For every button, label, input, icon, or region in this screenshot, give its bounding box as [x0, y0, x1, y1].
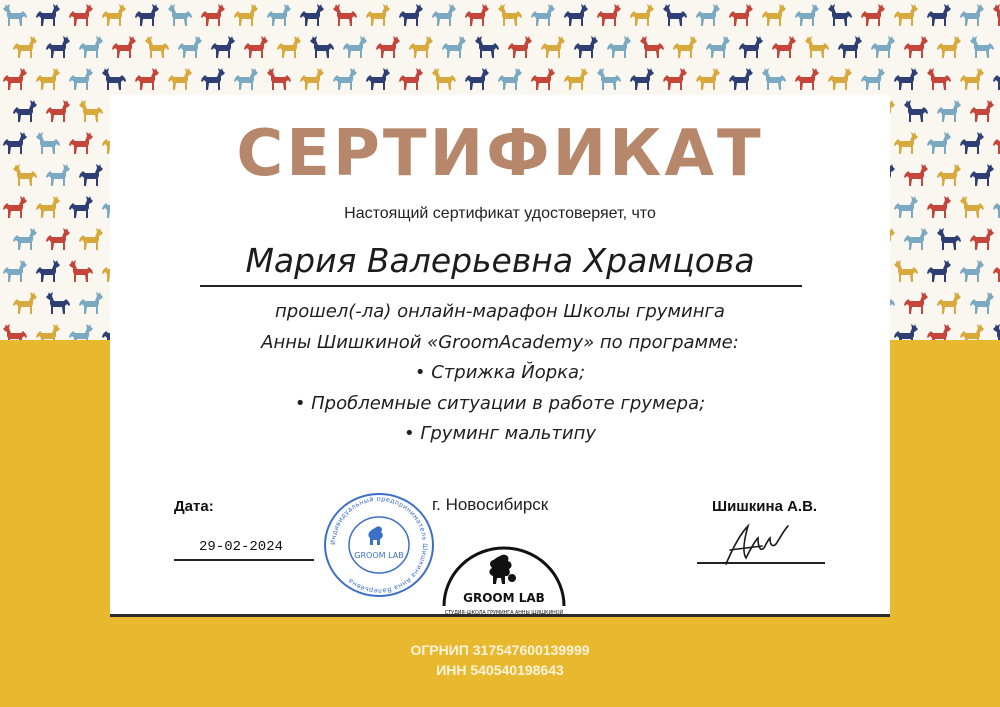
dog-silhouette-icon [79, 164, 103, 186]
dog-silhouette-icon [465, 68, 489, 90]
dog-silhouette-icon [970, 36, 994, 58]
dog-silhouette-icon [498, 68, 522, 90]
dog-silhouette-icon [36, 196, 60, 218]
dog-silhouette-icon [861, 68, 885, 90]
dog-silhouette-icon [69, 196, 93, 218]
dog-silhouette-icon [244, 36, 268, 58]
dog-silhouette-icon [904, 100, 928, 122]
dog-silhouette-icon [772, 36, 796, 58]
dog-silhouette-icon [79, 100, 103, 122]
dog-silhouette-icon [343, 36, 367, 58]
dog-silhouette-icon [904, 228, 928, 250]
dog-silhouette-icon [993, 132, 1000, 154]
dog-silhouette-icon [46, 292, 70, 314]
dog-silhouette-icon [234, 68, 258, 90]
dog-silhouette-icon [894, 260, 918, 282]
dog-silhouette-icon [640, 36, 664, 58]
dog-silhouette-icon [79, 36, 103, 58]
dog-silhouette-icon [904, 292, 928, 314]
dog-silhouette-icon [465, 4, 489, 26]
dog-silhouette-icon [937, 164, 961, 186]
logo-name: GROOM LAB [463, 591, 545, 605]
dog-silhouette-icon [498, 4, 522, 26]
dog-silhouette-icon [267, 68, 291, 90]
dog-silhouette-icon [135, 68, 159, 90]
dog-silhouette-icon [13, 228, 37, 250]
dog-silhouette-icon [46, 36, 70, 58]
dog-silhouette-icon [3, 132, 27, 154]
dog-silhouette-icon [937, 228, 961, 250]
certificate-subtitle: Настоящий сертификат удостоверяет, что [344, 205, 656, 222]
dog-silhouette-icon [861, 4, 885, 26]
dog-silhouette-icon [36, 68, 60, 90]
dog-silhouette-icon [574, 36, 598, 58]
dog-silhouette-icon [541, 36, 565, 58]
dog-silhouette-icon [46, 100, 70, 122]
dog-silhouette-icon [970, 292, 994, 314]
dog-silhouette-icon [36, 260, 60, 282]
dog-silhouette-icon [475, 36, 499, 58]
dog-silhouette-icon [904, 164, 928, 186]
dog-silhouette-icon [36, 324, 60, 340]
dog-silhouette-icon [762, 68, 786, 90]
dog-silhouette-icon [960, 132, 984, 154]
dog-silhouette-icon [696, 68, 720, 90]
dog-silhouette-icon [46, 228, 70, 250]
dog-silhouette-icon [828, 68, 852, 90]
name-underline [200, 285, 802, 287]
dog-silhouette-icon [805, 36, 829, 58]
dog-silhouette-icon [69, 260, 93, 282]
dog-silhouette-icon [993, 324, 1000, 340]
recipient-name: Мария Валерьевна Храмцова [245, 241, 755, 280]
dog-silhouette-icon [937, 36, 961, 58]
program-item: • Проблемные ситуации в работе грумера; [294, 392, 706, 414]
dog-silhouette-icon [630, 4, 654, 26]
dog-silhouette-icon [937, 100, 961, 122]
dog-silhouette-icon [894, 132, 918, 154]
program-item: • Груминг мальтипу [404, 423, 596, 444]
dog-silhouette-icon [663, 4, 687, 26]
dog-silhouette-icon [795, 4, 819, 26]
dog-silhouette-icon [993, 196, 1000, 218]
date-underline [174, 559, 314, 561]
dog-silhouette-icon [960, 324, 984, 340]
dog-silhouette-icon [970, 164, 994, 186]
dog-silhouette-icon [508, 36, 532, 58]
dog-silhouette-icon [13, 100, 37, 122]
stamp-text: Индивидуальный предприниматель Шишкина Анна Валерьевна [328, 494, 430, 596]
dog-silhouette-icon [432, 4, 456, 26]
dog-silhouette-icon [135, 4, 159, 26]
dog-silhouette-icon [112, 36, 136, 58]
city: г. Новосибирск [432, 495, 549, 514]
dog-silhouette-icon [673, 36, 697, 58]
dog-silhouette-icon [960, 68, 984, 90]
dog-silhouette-icon [399, 4, 423, 26]
footer [0, 640, 1000, 680]
dog-silhouette-icon [904, 36, 928, 58]
dog-silhouette-icon [168, 68, 192, 90]
dog-silhouette-icon [828, 4, 852, 26]
dog-silhouette-icon [46, 164, 70, 186]
dog-silhouette-icon [960, 4, 984, 26]
inn: ИНН 540540198643 [436, 662, 564, 678]
dog-silhouette-icon [69, 68, 93, 90]
dog-silhouette-icon [762, 4, 786, 26]
dog-silhouette-icon [937, 292, 961, 314]
dog-silhouette-icon [442, 36, 466, 58]
dog-silhouette-icon [970, 228, 994, 250]
dog-silhouette-icon [432, 68, 456, 90]
date-value: 29-02-2024 [199, 539, 284, 555]
dog-silhouette-icon [399, 68, 423, 90]
dog-silhouette-icon [3, 260, 27, 282]
signer-name: Шишкина А.В. [712, 498, 818, 515]
dog-silhouette-icon [894, 68, 918, 90]
dog-silhouette-icon [927, 68, 951, 90]
dog-silhouette-icon [300, 4, 324, 26]
dog-silhouette-icon [366, 4, 390, 26]
dog-silhouette-icon [894, 196, 918, 218]
dog-silhouette-icon [211, 36, 235, 58]
dog-silhouette-icon [69, 324, 93, 340]
dog-silhouette-icon [234, 4, 258, 26]
groom-lab-logo [440, 540, 568, 622]
dog-silhouette-icon [531, 68, 555, 90]
program-text [110, 297, 890, 450]
dog-silhouette-icon [696, 4, 720, 26]
dog-silhouette-icon [3, 68, 27, 90]
dog-silhouette-icon [960, 196, 984, 218]
dog-silhouette-icon [310, 36, 334, 58]
dog-silhouette-icon [927, 196, 951, 218]
dog-silhouette-icon [993, 4, 1000, 26]
body-line-1: прошел(-ла) онлайн-марафон Школы груминга [275, 301, 725, 322]
dog-silhouette-icon [871, 36, 895, 58]
dog-silhouette-icon [970, 100, 994, 122]
dog-silhouette-icon [79, 292, 103, 314]
dog-silhouette-icon [333, 4, 357, 26]
stamp-icon [320, 490, 438, 600]
dog-silhouette-icon [960, 260, 984, 282]
dog-silhouette-icon [729, 68, 753, 90]
dog-silhouette-icon [102, 4, 126, 26]
dog-silhouette-icon [564, 4, 588, 26]
dog-silhouette-icon [277, 36, 301, 58]
dog-silhouette-icon [706, 36, 730, 58]
dog-silhouette-icon [13, 164, 37, 186]
dog-silhouette-icon [993, 260, 1000, 282]
dog-silhouette-icon [300, 68, 324, 90]
dog-silhouette-icon [927, 4, 951, 26]
dog-silhouette-icon [607, 36, 631, 58]
dog-silhouette-icon [3, 196, 27, 218]
body-line-2: Анны Шишкиной «GroomAcademy» по программе: [261, 331, 739, 353]
certificate-title: СЕРТИФИКАТ [236, 117, 764, 191]
logo-tagline: СТУДИЯ-ШКОЛА ГРУМИНГА АННЫ ШИШКИНОЙ [444, 611, 564, 616]
dog-silhouette-icon [597, 68, 621, 90]
dog-silhouette-icon [729, 4, 753, 26]
stamp-center-text: GROOM LAB [354, 551, 404, 560]
dog-silhouette-icon [79, 228, 103, 250]
dog-silhouette-icon [145, 36, 169, 58]
dog-silhouette-icon [795, 68, 819, 90]
ogrnip: ОГРНИП 317547600139999 [410, 642, 590, 658]
dog-silhouette-icon [739, 36, 763, 58]
dog-silhouette-icon [927, 324, 951, 340]
dog-silhouette-icon [531, 4, 555, 26]
dog-silhouette-icon [3, 4, 27, 26]
dog-silhouette-icon [838, 36, 862, 58]
dog-silhouette-icon [564, 68, 588, 90]
dog-silhouette-icon [168, 4, 192, 26]
dog-silhouette-icon [333, 68, 357, 90]
dog-silhouette-icon [663, 68, 687, 90]
signature-icon [722, 520, 792, 570]
dog-silhouette-icon [927, 132, 951, 154]
dog-silhouette-icon [267, 4, 291, 26]
dog-silhouette-icon [201, 68, 225, 90]
dog-silhouette-icon [178, 36, 202, 58]
certificate-card [110, 95, 890, 617]
dog-silhouette-icon [13, 36, 37, 58]
dog-silhouette-icon [36, 4, 60, 26]
dog-silhouette-icon [376, 36, 400, 58]
date-label: Дата: [174, 498, 214, 515]
dog-silhouette-icon [3, 324, 27, 340]
dog-silhouette-icon [894, 4, 918, 26]
dog-silhouette-icon [993, 68, 1000, 90]
dog-silhouette-icon [366, 68, 390, 90]
dog-silhouette-icon [927, 260, 951, 282]
dog-silhouette-icon [69, 132, 93, 154]
dog-silhouette-icon [36, 132, 60, 154]
dog-silhouette-icon [69, 4, 93, 26]
dog-silhouette-icon [630, 68, 654, 90]
svg-text:Индивидуальный предприниматель [329, 495, 429, 595]
dog-silhouette-icon [201, 4, 225, 26]
program-item: • Стрижка Йорка; [414, 362, 586, 383]
dog-silhouette-icon [597, 4, 621, 26]
dog-silhouette-icon [102, 68, 126, 90]
dog-silhouette-icon [409, 36, 433, 58]
dog-silhouette-icon [894, 324, 918, 340]
dog-silhouette-icon [13, 292, 37, 314]
